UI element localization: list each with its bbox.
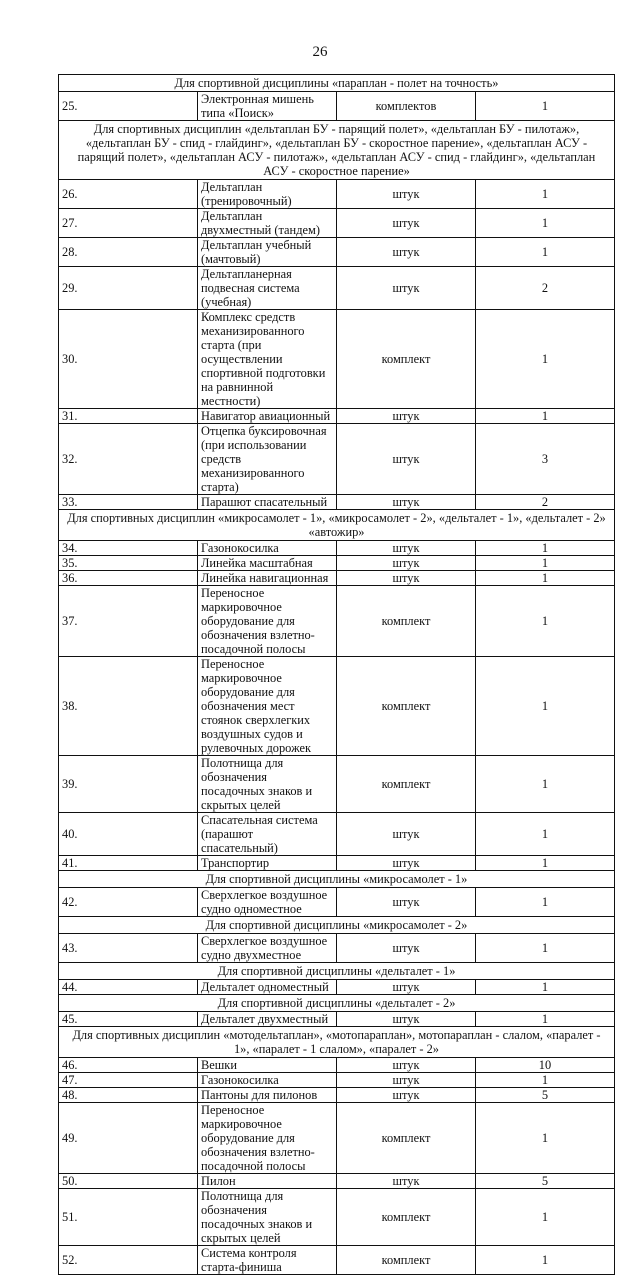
item-unit: штук <box>337 856 476 871</box>
table-row <box>59 571 615 586</box>
item-quantity: 1 <box>476 238 615 267</box>
item-unit: штук <box>337 424 476 495</box>
item-number: 47. <box>59 1073 198 1088</box>
table-row <box>59 586 615 657</box>
section-title: Для спортивных дисциплин «дельтаплан БУ - парящий полет», «дельтаплан БУ - пилотаж», «дельтаплан БУ - спид - глайдинг», «дельтаплан БУ - скоростное парение», «дельтаплан АСУ - парящий полет», «дельтаплан АСУ - пилотаж», «дельтаплан АСУ - спид - глайдинг», «дельтаплан АСУ - скоростное парение» <box>59 121 615 180</box>
table-row <box>59 541 615 556</box>
equipment-table-body <box>59 75 615 1275</box>
item-name: Линейка масштабная <box>198 556 337 571</box>
item-quantity: 10 <box>476 1058 615 1073</box>
table-row <box>59 1012 615 1027</box>
item-number: 40. <box>59 813 198 856</box>
item-unit: штук <box>337 980 476 995</box>
item-unit: штук <box>337 813 476 856</box>
item-name: Пилон <box>198 1174 337 1189</box>
item-quantity: 1 <box>476 541 615 556</box>
table-row <box>59 180 615 209</box>
item-name: Переносное маркировочное оборудование для обозначения мест стоянок сверхлегких воздушных судов и рулевочных дорожек <box>198 657 337 756</box>
item-quantity: 3 <box>476 424 615 495</box>
section-title: Для спортивной дисциплины «микросамолет - 1» <box>59 871 615 888</box>
item-number: 49. <box>59 1103 198 1174</box>
table-row <box>59 209 615 238</box>
item-unit: штук <box>337 556 476 571</box>
equipment-table <box>58 74 615 1275</box>
section-header-row <box>59 510 615 541</box>
item-unit: штук <box>337 571 476 586</box>
item-unit: штук <box>337 934 476 963</box>
item-quantity: 1 <box>476 756 615 813</box>
item-quantity: 5 <box>476 1088 615 1103</box>
table-row <box>59 756 615 813</box>
item-number: 50. <box>59 1174 198 1189</box>
item-number: 38. <box>59 657 198 756</box>
item-unit: комплект <box>337 756 476 813</box>
table-row <box>59 92 615 121</box>
item-unit: штук <box>337 1012 476 1027</box>
item-number: 37. <box>59 586 198 657</box>
item-number: 29. <box>59 267 198 310</box>
item-number: 39. <box>59 756 198 813</box>
item-unit: штук <box>337 888 476 917</box>
item-quantity: 1 <box>476 180 615 209</box>
item-number: 34. <box>59 541 198 556</box>
item-unit: штук <box>337 1088 476 1103</box>
item-name: Полотнища для обозначения посадочных знаков и скрытых целей <box>198 756 337 813</box>
section-header-row <box>59 121 615 180</box>
item-number: 36. <box>59 571 198 586</box>
section-header-row <box>59 995 615 1012</box>
section-header-row <box>59 963 615 980</box>
item-name: Переносное маркировочное оборудование для обозначения взлетно-посадочной полосы <box>198 586 337 657</box>
table-row <box>59 1174 615 1189</box>
section-header-row <box>59 1027 615 1058</box>
item-quantity: 1 <box>476 1012 615 1027</box>
item-name: Дельталет двухместный <box>198 1012 337 1027</box>
item-unit: штук <box>337 409 476 424</box>
item-number: 32. <box>59 424 198 495</box>
item-name: Газонокосилка <box>198 541 337 556</box>
item-quantity: 2 <box>476 267 615 310</box>
section-header-row <box>59 871 615 888</box>
item-quantity: 5 <box>476 1174 615 1189</box>
item-number: 41. <box>59 856 198 871</box>
section-title: Для спортивных дисциплин «мотодельтаплан», «мотопараплан», мотопараплан - слалом, «паралет - 1», «паралет - 1 слалом», «паралет - 2» <box>59 1027 615 1058</box>
item-number: 26. <box>59 180 198 209</box>
table-row <box>59 1088 615 1103</box>
item-name: Спасательная система (парашют спасательный) <box>198 813 337 856</box>
item-number: 30. <box>59 310 198 409</box>
section-title: Для спортивных дисциплин «микросамолет - 1», «микросамолет - 2», «дельталет - 1», «дельталет - 2» «автожир» <box>59 510 615 541</box>
item-name: Пантоны для пилонов <box>198 1088 337 1103</box>
item-unit: комплект <box>337 1103 476 1174</box>
table-row <box>59 1103 615 1174</box>
item-unit: штук <box>337 495 476 510</box>
item-name: Комплекс средств механизированного старта (при осуществлении спортивной подготовки на равнинной местности) <box>198 310 337 409</box>
item-number: 25. <box>59 92 198 121</box>
item-number: 52. <box>59 1246 198 1275</box>
item-name: Дельтаплан двухместный (тандем) <box>198 209 337 238</box>
table-row <box>59 310 615 409</box>
item-number: 31. <box>59 409 198 424</box>
table-row <box>59 556 615 571</box>
item-unit: комплект <box>337 310 476 409</box>
section-title: Для спортивной дисциплины «параплан - полет на точность» <box>59 75 615 92</box>
section-title: Для спортивной дисциплины «микросамолет - 2» <box>59 917 615 934</box>
item-name: Электронная мишень типа «Поиск» <box>198 92 337 121</box>
table-row <box>59 267 615 310</box>
item-number: 45. <box>59 1012 198 1027</box>
item-number: 27. <box>59 209 198 238</box>
item-unit: комплект <box>337 586 476 657</box>
item-unit: штук <box>337 541 476 556</box>
table-row <box>59 934 615 963</box>
item-quantity: 1 <box>476 1103 615 1174</box>
item-number: 35. <box>59 556 198 571</box>
item-number: 28. <box>59 238 198 267</box>
table-row <box>59 1189 615 1246</box>
item-name: Транспортир <box>198 856 337 871</box>
item-unit: комплект <box>337 657 476 756</box>
item-name: Парашют спасательный <box>198 495 337 510</box>
item-quantity: 1 <box>476 556 615 571</box>
item-name: Линейка навигационная <box>198 571 337 586</box>
item-unit: штук <box>337 1058 476 1073</box>
item-name: Дельталет одноместный <box>198 980 337 995</box>
item-unit: штук <box>337 267 476 310</box>
item-quantity: 2 <box>476 495 615 510</box>
section-header-row <box>59 917 615 934</box>
item-quantity: 1 <box>476 856 615 871</box>
item-name: Переносное маркировочное оборудование для обозначения взлетно-посадочной полосы <box>198 1103 337 1174</box>
table-row <box>59 980 615 995</box>
item-name: Вешки <box>198 1058 337 1073</box>
table-row <box>59 888 615 917</box>
item-name: Система контроля старта-финиша <box>198 1246 337 1275</box>
section-title: Для спортивной дисциплины «дельталет - 2» <box>59 995 615 1012</box>
item-number: 48. <box>59 1088 198 1103</box>
item-name: Отцепка буксировочная (при использовании средств механизированного старта) <box>198 424 337 495</box>
item-unit: штук <box>337 238 476 267</box>
item-quantity: 1 <box>476 813 615 856</box>
item-unit: штук <box>337 1174 476 1189</box>
table-row <box>59 409 615 424</box>
table-row <box>59 813 615 856</box>
item-quantity: 1 <box>476 209 615 238</box>
item-name: Дельтапланерная подвесная система (учебная) <box>198 267 337 310</box>
table-row <box>59 424 615 495</box>
item-unit: штук <box>337 180 476 209</box>
item-number: 46. <box>59 1058 198 1073</box>
item-name: Сверхлегкое воздушное судно одноместное <box>198 888 337 917</box>
table-row <box>59 657 615 756</box>
page-number: 26 <box>312 44 328 60</box>
item-unit: комплект <box>337 1189 476 1246</box>
table-row <box>59 1073 615 1088</box>
item-quantity: 1 <box>476 980 615 995</box>
item-name: Навигатор авиационный <box>198 409 337 424</box>
section-header-row <box>59 75 615 92</box>
item-name: Полотнища для обозначения посадочных знаков и скрытых целей <box>198 1189 337 1246</box>
item-name: Сверхлегкое воздушное судно двухместное <box>198 934 337 963</box>
item-quantity: 1 <box>476 571 615 586</box>
table-row <box>59 495 615 510</box>
item-quantity: 1 <box>476 1189 615 1246</box>
item-quantity: 1 <box>476 657 615 756</box>
item-quantity: 1 <box>476 1073 615 1088</box>
item-quantity: 1 <box>476 888 615 917</box>
item-number: 43. <box>59 934 198 963</box>
item-unit: комплектов <box>337 92 476 121</box>
item-quantity: 1 <box>476 310 615 409</box>
table-row <box>59 856 615 871</box>
item-number: 42. <box>59 888 198 917</box>
item-quantity: 1 <box>476 934 615 963</box>
item-unit: штук <box>337 209 476 238</box>
item-number: 33. <box>59 495 198 510</box>
item-quantity: 1 <box>476 1246 615 1275</box>
item-name: Дельтаплан (тренировочный) <box>198 180 337 209</box>
item-unit: комплект <box>337 1246 476 1275</box>
table-row <box>59 1058 615 1073</box>
table-row <box>59 1246 615 1275</box>
item-unit: штук <box>337 1073 476 1088</box>
item-name: Газонокосилка <box>198 1073 337 1088</box>
table-row <box>59 238 615 267</box>
item-name: Дельтаплан учебный (мачтовый) <box>198 238 337 267</box>
item-number: 44. <box>59 980 198 995</box>
section-title: Для спортивной дисциплины «дельталет - 1» <box>59 963 615 980</box>
item-number: 51. <box>59 1189 198 1246</box>
item-quantity: 1 <box>476 92 615 121</box>
item-quantity: 1 <box>476 586 615 657</box>
item-quantity: 1 <box>476 409 615 424</box>
